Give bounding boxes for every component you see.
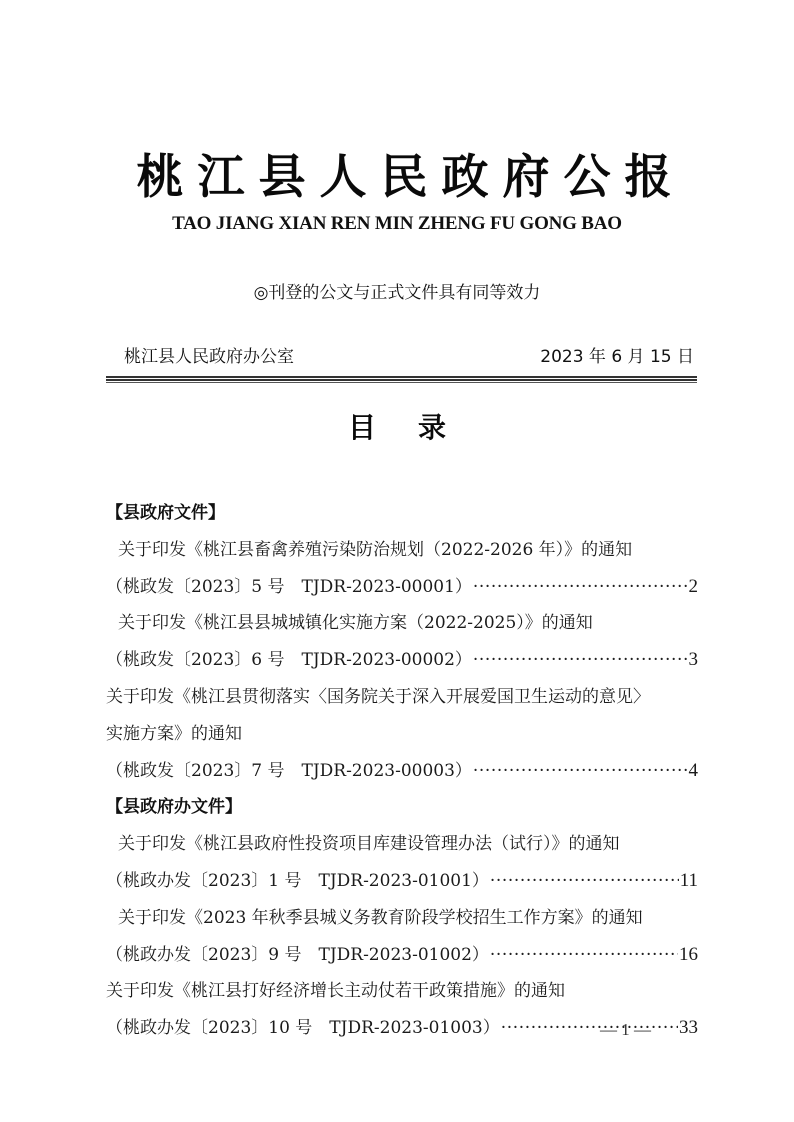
toc-entry-doc-ref: （桃政办发〔2023〕9 号 TJDR-2023-01002）	[106, 944, 489, 965]
toc-entry-doc-ref: （桃政发〔2023〕6 号 TJDR-2023-00002）	[106, 650, 472, 671]
toc-section-heading: 【县政府文件】	[106, 503, 225, 523]
header-rule-thin	[106, 382, 697, 383]
toc-entry-title[interactable]: 关于印发《桃江县畜禽养殖污染防治规划（2022-2026 年）》的通知	[118, 539, 633, 560]
header-rule-middle	[106, 379, 697, 381]
dot-leader	[501, 1010, 678, 1047]
validity-notice: ◎刊登的公文与正式文件具有同等效力	[253, 283, 541, 303]
toc-title-char: 目	[347, 411, 376, 444]
issue-date: 2023 年 6 月 15 日	[540, 347, 694, 367]
issuer-row	[124, 343, 694, 371]
dot-leader	[473, 642, 688, 679]
toc-entry-title[interactable]: 关于印发《桃江县政府性投资项目库建设管理办法（试行）》的通知	[118, 834, 620, 855]
toc-entry-doc-ref: （桃政办发〔2023〕10 号 TJDR-2023-01003）	[106, 1018, 500, 1039]
toc-entry-reference-line[interactable]	[106, 937, 698, 974]
toc-entry-page-number: 3	[688, 649, 698, 671]
toc-entry-title[interactable]: 关于印发《桃江县打好经济增长主动仗若干政策措施》的通知	[106, 981, 565, 1002]
toc-entry-title[interactable]: 关于印发《桃江县县城城镇化实施方案（2022-2025）》的通知	[118, 613, 593, 634]
dot-leader	[490, 863, 679, 900]
toc-entry-page-number: 2	[688, 575, 698, 597]
dot-leader	[473, 569, 688, 606]
toc-entry-title[interactable]: 关于印发《桃江县贯彻落实〈国务院关于深入开展爱国卫生运动的意见〉	[106, 686, 650, 707]
dot-leader	[490, 937, 678, 974]
toc-entry-reference-line[interactable]	[106, 753, 698, 790]
toc-title-char: 录	[418, 411, 447, 444]
toc-title	[0, 408, 794, 448]
toc-entry-reference-line[interactable]	[106, 642, 698, 679]
toc-entry-page-number: 4	[688, 759, 698, 781]
table-of-contents	[106, 495, 698, 1047]
toc-entry-title[interactable]: 关于印发《2023 年秋季县城义务教育阶段学校招生工作方案》的通知	[118, 907, 643, 928]
toc-entry-title-continued[interactable]: 实施方案》的通知	[106, 723, 242, 744]
toc-entry-page-number: 33	[679, 1017, 698, 1039]
toc-entry-doc-ref: （桃政发〔2023〕5 号 TJDR-2023-00001）	[106, 576, 472, 597]
header-rule-thick	[106, 376, 697, 378]
toc-entry-reference-line[interactable]	[106, 863, 698, 900]
toc-entry-doc-ref: （桃政办发〔2023〕1 号 TJDR-2023-01001）	[106, 870, 489, 891]
page-number-footer: — 1 —	[600, 1020, 651, 1039]
toc-entry-page-number: 16	[679, 943, 698, 965]
bulletin-title: 桃江县人民政府公报	[136, 150, 686, 205]
toc-entry-page-number: 11	[679, 869, 698, 891]
toc-entry-doc-ref: （桃政发〔2023〕7 号 TJDR-2023-00003）	[106, 760, 472, 781]
toc-entry-reference-line[interactable]	[106, 569, 698, 606]
issuer-name: 桃江县人民政府办公室	[124, 347, 294, 367]
bulletin-title-pinyin: TAO JIANG XIAN REN MIN ZHENG FU GONG BAO	[172, 213, 622, 234]
toc-section-heading: 【县政府办文件】	[106, 797, 242, 818]
dot-leader	[473, 753, 688, 790]
